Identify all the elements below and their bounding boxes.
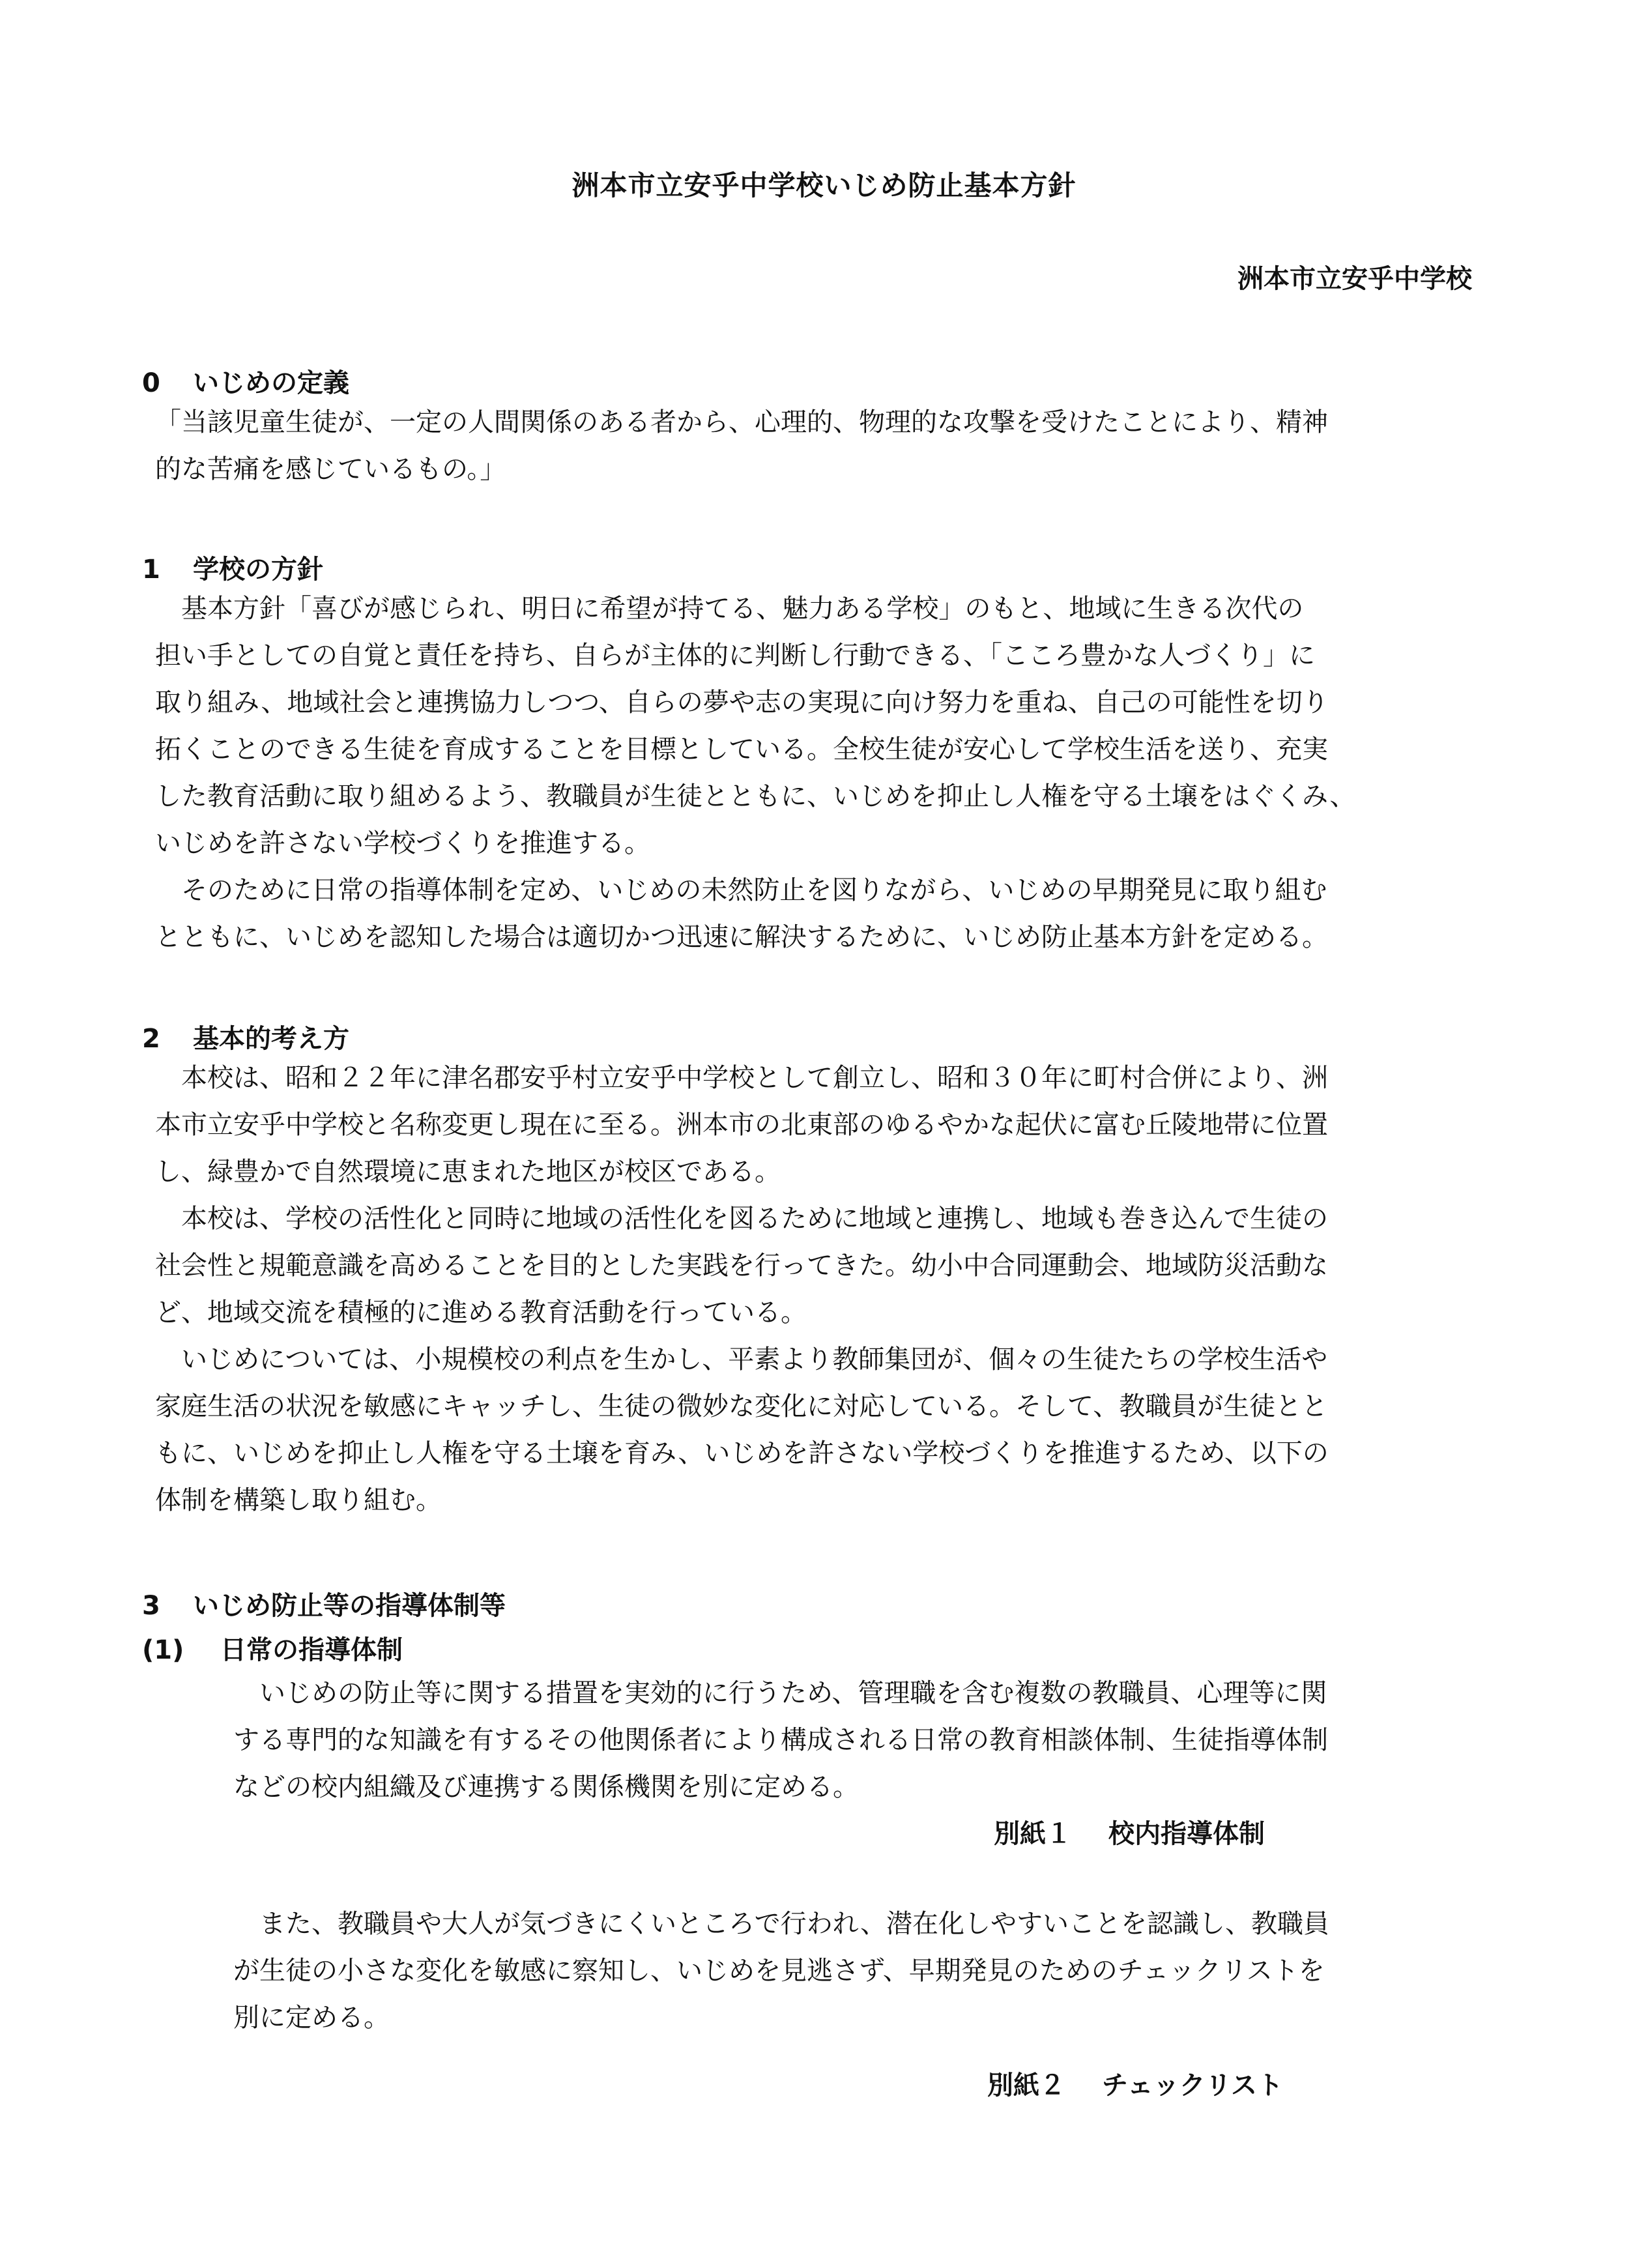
- paragraph-line: 別に定める。: [233, 2003, 390, 2033]
- subsection-title: 日常の指導体制: [220, 1635, 403, 1665]
- document-title: 洲本市立安乎中学校いじめ防止基本方針: [571, 169, 1077, 201]
- paragraph-line: 体制を構築し取り組む。: [155, 1485, 442, 1515]
- section-title: 基本的考え方: [193, 1024, 349, 1054]
- paragraph-line: 担い手としての自覚と責任を持ち、自らが主体的に判断し行動できる、「こころ豊かな人づくり」に: [155, 641, 1315, 671]
- paragraph-line: そのために日常の指導体制を定め、いじめの未然防止を図りながら、いじめの早期発見に取り組む: [155, 875, 1327, 905]
- section-title: いじめ防止等の指導体制等: [193, 1591, 506, 1621]
- section-number: 1: [142, 555, 160, 585]
- section-number: 2: [142, 1024, 160, 1054]
- section-3-heading: [142, 1585, 506, 1622]
- subsection-1-body-a: [233, 1670, 1478, 1810]
- paragraph-line: 本校は、昭和２２年に津名郡安乎村立安乎中学校として創立し、昭和３０年に町村合併により、洲: [155, 1063, 1328, 1093]
- paragraph-line: 拓くことのできる生徒を育成することを目標としている。全校生徒が安心して学校生活を送り、充実: [155, 734, 1328, 764]
- section-0-heading: [142, 362, 349, 400]
- section-1-heading: [142, 549, 323, 586]
- paragraph-line: また、教職員や大人が気づきにくいところで行われ、潜在化しやすいことを認識し、教職員: [233, 1909, 1329, 1939]
- paragraph-line: いじめの防止等に関する措置を実効的に行うため、管理職を含む複数の教職員、心理等に関: [233, 1678, 1327, 1708]
- section-number: 3: [142, 1591, 160, 1621]
- paragraph-line: ど、地域交流を積極的に進める教育活動を行っている。: [155, 1298, 807, 1328]
- paragraph-line: とともに、いじめを認知した場合は適切かつ迅速に解決するために、いじめ防止基本方針を定める。: [155, 922, 1328, 952]
- subsection-number: (1): [142, 1635, 184, 1665]
- paragraph-line: などの校内組織及び連携する関係機関を別に定める。: [233, 1772, 859, 1802]
- attachment-label: 別紙１: [994, 1819, 1072, 1849]
- paragraph-line: 社会性と規範意識を高めることを目的とした実践を行ってきた。幼小中合同運動会、地域防災活動な: [155, 1251, 1328, 1281]
- subsection-1-heading: [142, 1629, 403, 1666]
- paragraph-line: 取り組み、地域社会と連携協力しつつ、自らの夢や志の実現に向け努力を重ね、自己の可能性を切り: [155, 688, 1329, 718]
- attachment-title: 校内指導体制: [1108, 1819, 1265, 1849]
- paragraph-line: 本校は、学校の活性化と同時に地域の活性化を図るために地域と連携し、地域も巻き込んで生徒の: [155, 1204, 1328, 1234]
- paragraph-line: し、緑豊かで自然環境に恵まれた地区が校区である。: [155, 1157, 781, 1187]
- section-2-heading: [142, 1018, 349, 1055]
- attachment-label: 別紙２: [987, 2071, 1065, 2101]
- paragraph-line: 家庭生活の状況を敏感にキャッチし、生徒の微妙な変化に対応している。そして、教職員が生徒とと: [155, 1391, 1328, 1421]
- paragraph-line: いじめを許さない学校づくりを推進する。: [155, 828, 650, 858]
- paragraph-line: 基本方針「喜びが感じられ、明日に希望が持てる、魅力ある学校」のもと、地域に生きる次代の: [155, 594, 1304, 624]
- attachment-ref-1: [994, 1813, 1265, 1850]
- paragraph-line: 「当該児童生徒が、一定の人間関係のある者から、心理的、物理的な攻撃を受けたことにより、精神: [155, 407, 1328, 437]
- section-title: いじめの定義: [193, 368, 349, 398]
- paragraph-line: する専門的な知識を有するその他関係者により構成される日常の教育相談体制、生徒指導体制: [233, 1725, 1328, 1755]
- paragraph-line: が生徒の小さな変化を敏感に察知し、いじめを見逃さず、早期発見のためのチェックリストを: [233, 1956, 1325, 1986]
- section-0-body: [155, 399, 1478, 493]
- document-author: 洲本市立安乎中学校: [1237, 264, 1472, 294]
- attachment-ref-2: [987, 2065, 1283, 2102]
- section-number: 0: [142, 368, 160, 398]
- section-title: 学校の方針: [193, 555, 323, 585]
- paragraph-line: もに、いじめを抑止し人権を守る土壌を育み、いじめを許さない学校づくりを推進するため、以下の: [155, 1438, 1329, 1468]
- paragraph-line: いじめについては、小規模校の利点を生かし、平素より教師集団が、個々の生徒たちの学校生活や: [155, 1345, 1328, 1374]
- section-2-body: [155, 1054, 1478, 1524]
- paragraph-line: 的な苦痛を感じているもの。」: [155, 454, 506, 484]
- paragraph-line: した教育活動に取り組めるよう、教職員が生徒とともに、いじめを抑止し人権を守る土壌をはぐくみ、: [155, 781, 1356, 811]
- paragraph-line: 本市立安乎中学校と名称変更し現在に至る。洲本市の北東部のゆるやかな起伏に富む丘陵地帯に位置: [155, 1110, 1328, 1140]
- section-1-body: [155, 585, 1478, 961]
- attachment-title: チェックリスト: [1102, 2071, 1283, 2101]
- subsection-1-body-b: [233, 1900, 1478, 2041]
